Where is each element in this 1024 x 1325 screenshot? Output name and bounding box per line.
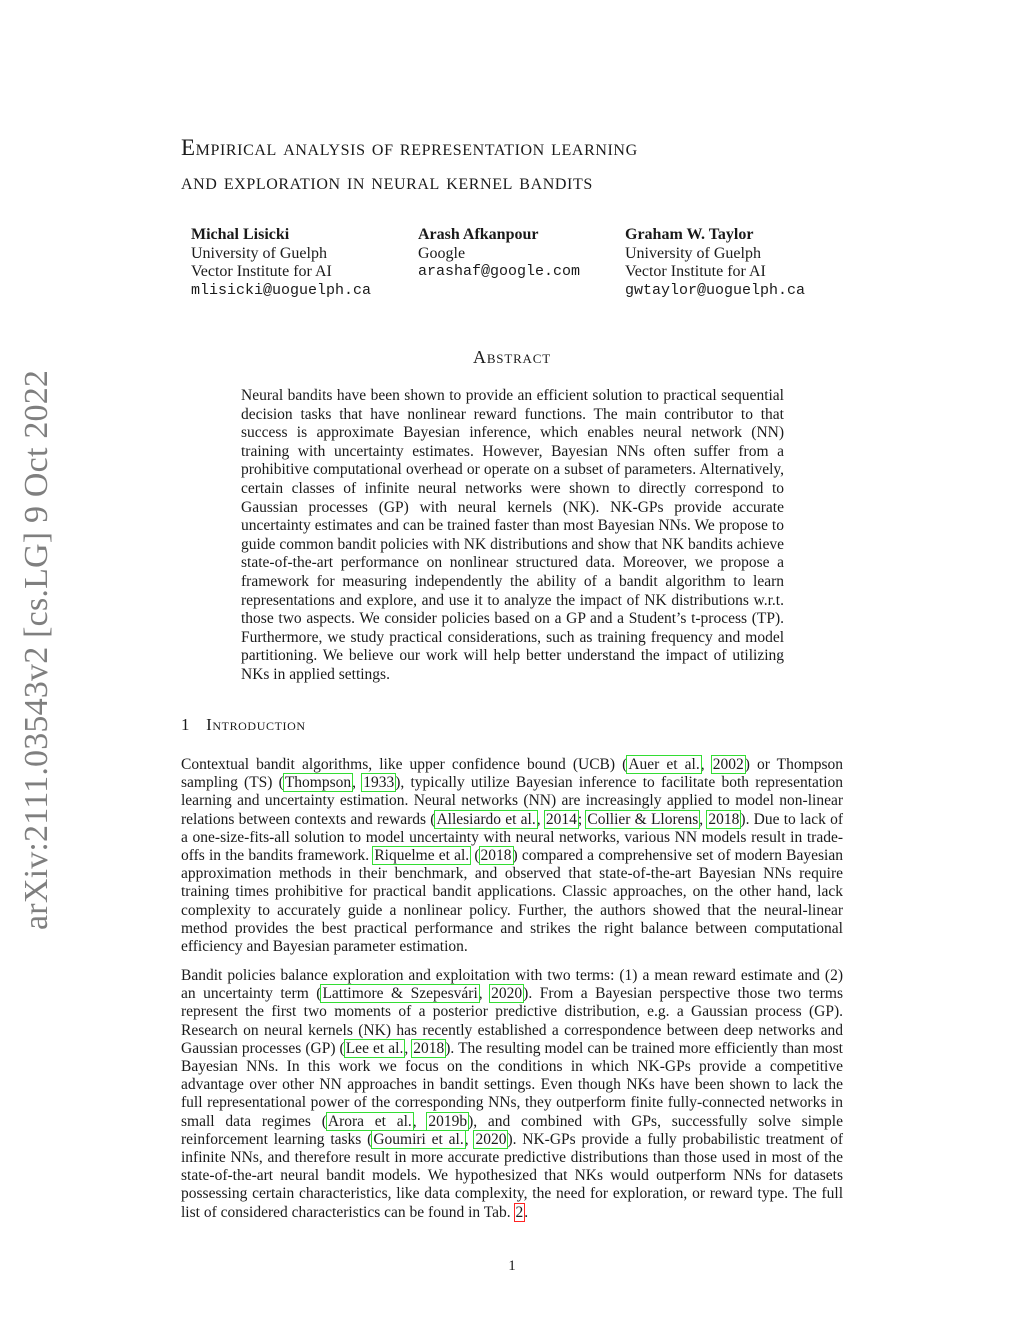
- citation-link[interactable]: 2002: [712, 756, 744, 773]
- citation-link[interactable]: Allesiardo et al.: [436, 810, 536, 828]
- author-affiliation: University of Guelph: [625, 244, 761, 262]
- author-block: [191, 226, 851, 306]
- text-run: ). From a Bayesian perspective those two terms represent the first two moments of a posterior predictive distribution, e.g. a Gaussian process (GP). Research on neural kernels (NK) has recently established a correspondence between deep networks and Gaussian processes (GP) (: [181, 985, 843, 1057]
- abstract-text: Neural bandits have been shown to provide an efficient solution to practical sequential decision tasks that have nonlinear reward functions. The main contributor to that success is approximate Bayesian inference, which enables neural network (NN) training with uncertainty estimates. However, Bayesian NNs often suffer from a prohibitive computational overhead or operate on a subset of parameters. Alternatively, certain classes of infinite neural networks were shown to directly correspond to Gaussian processes (GP) with neural kernels (NK). NK-GPs provide accurate uncertainty estimates and can be trained faster than most Bayesian NNs. We propose to guide common bandit policies with NK distributions and show that NK bandits achieve state-of-the-art performance on nonlinear structured data. Moreover, we propose a framework for measuring independently the ability of a bandit algorithm to learn representations and explore, and use it to analyze the impact of NK distributions w.r.t. those two aspects. We consider policies based on a GP and a Student’s t-process (TP). Furthermore, we study practical considerations, such as training frequency and model partitioning. We believe our work will help better understand the impact of utilizing NKs in applied settings.: [241, 387, 784, 683]
- citation-link[interactable]: Thompson: [284, 774, 352, 792]
- author-affiliation: Vector Institute for AI: [191, 263, 332, 280]
- page-number: 1: [508, 1258, 516, 1274]
- text-run: ,: [478, 985, 491, 1003]
- table-reference-link[interactable]: 2: [515, 1203, 524, 1221]
- author-name: Graham W. Taylor: [625, 226, 754, 243]
- citation-link[interactable]: 1933: [363, 774, 395, 792]
- title-line-1: Empirical analysis of representation learning: [181, 135, 638, 160]
- text-run: ,: [412, 1112, 428, 1130]
- author-email[interactable]: mlisicki@uoguelph.ca: [191, 281, 372, 299]
- text-run: ). NK-GPs provide a fully probabilistic treatment of infinite NNs, and therefore result in more accurate predictive distributions than those used in most of the state-of-the-art neural bandit models. We hypothesized that NKs would outperform NNs for datasets possessing certain characteristics, like data complexity, the need for exploration, or reward type. The full list of considered characteristics can be found in Tab.: [181, 1130, 844, 1221]
- citation-link[interactable]: 2018: [413, 1039, 445, 1057]
- paper-title: [181, 131, 881, 199]
- citation-link[interactable]: Collier & Llorens: [587, 810, 699, 828]
- citation-link[interactable]: Goumiri et al.: [373, 1130, 464, 1148]
- text-run: ) compared a comprehensive set of modern Bayesian approximation methods in their benchmark, and observed that state-of-the-art Bayesian NNs require training times prohibitive for practical bandit applications. Classic approaches, on the other hand, lack complexity to accurately guide a nonlinear policy. Further, the authors showed that the neural-linear method provides the best practical performance and strikes the right balance between computational efficiency and Bayesian parameter estimation.: [181, 847, 843, 956]
- author-name: Arash Afkanpour: [418, 226, 539, 243]
- citation-link[interactable]: Riquelme et al.: [374, 847, 470, 865]
- citation-link[interactable]: 2018: [708, 810, 740, 828]
- text-run: Contextual bandit algorithms, like upper confidence bound (UCB) (: [181, 756, 628, 773]
- abstract-heading: Abstract: [473, 347, 551, 367]
- author-1: [191, 226, 371, 300]
- citation-link[interactable]: Auer et al.: [628, 756, 700, 773]
- citation-link[interactable]: 2014: [545, 810, 577, 828]
- author-email[interactable]: gwtaylor@uoguelph.ca: [625, 281, 806, 299]
- citation-link[interactable]: 2018: [480, 847, 512, 865]
- text-run: ,: [699, 810, 708, 828]
- text-run: Bandit policies balance exploration and exploitation with two terms: (1) a mean reward estimate and (2) an uncertainty term (: [181, 967, 843, 1003]
- text-run: ,: [536, 810, 545, 828]
- citation-link[interactable]: 2019b: [428, 1112, 468, 1130]
- text-run: ), and combined with GPs, successfully solve simple reinforcement learning tasks (: [181, 1112, 843, 1148]
- text-run: ,: [404, 1039, 413, 1057]
- author-name: Michal Lisicki: [191, 226, 290, 243]
- text-run: ,: [700, 756, 712, 773]
- author-3: [625, 226, 805, 300]
- author-affiliation: University of Guelph: [191, 244, 327, 262]
- text-run: ,: [352, 774, 363, 792]
- citation-link[interactable]: 2020: [475, 1130, 507, 1148]
- title-line-2: and exploration in neural kernel bandits: [181, 169, 593, 194]
- text-run: (: [470, 847, 480, 865]
- author-2: [418, 226, 580, 282]
- author-email[interactable]: arashaf@google.com: [418, 263, 581, 280]
- citation-link[interactable]: Lattimore & Szepesvári: [322, 985, 478, 1003]
- intro-paragraph-1: [181, 756, 843, 956]
- text-run: ) or Thompson sampling (TS) (: [181, 756, 843, 792]
- author-affiliation: Vector Institute for AI: [625, 263, 766, 280]
- section-number: 1: [181, 715, 191, 734]
- text-run: ). Due to lack of a one-size-fits-all solution to model uncertainty with neural networks, various NN models result in trade-offs in the bandits framework.: [181, 810, 843, 865]
- text-run: ), typically utilize Bayesian inference to facilitate both representation learning and uncertainty estimation. Neural networks (NN) are increasingly applied to model non-linear relations between contexts and rewards (: [181, 774, 844, 828]
- arxiv-identifier-stamp: arXiv:2111.03543v2 [cs.LG] 9 Oct 2022: [18, 369, 55, 930]
- text-run: ;: [577, 810, 587, 828]
- intro-paragraph-2: [181, 967, 843, 1222]
- text-run: .: [524, 1203, 529, 1221]
- author-affiliation: Google: [418, 244, 466, 262]
- text-run: ). The resulting model can be trained more efficiently than most Bayesian NNs. In this work we focus on the conditions in which NK-GPs provide a competitive advantage over other NN approaches in bandit settings. Even though NKs have been shown to lack the full representational power of the corresponding NNs, they outperform finite fully-connected networks in small data regimes (: [181, 1039, 843, 1130]
- section-heading-introduction: [181, 715, 306, 735]
- text-run: ,: [464, 1130, 475, 1148]
- citation-link[interactable]: Lee et al.: [345, 1039, 404, 1057]
- citation-link[interactable]: Arora et al.: [327, 1112, 412, 1130]
- section-title: Introduction: [206, 715, 306, 734]
- citation-link[interactable]: 2020: [491, 985, 523, 1003]
